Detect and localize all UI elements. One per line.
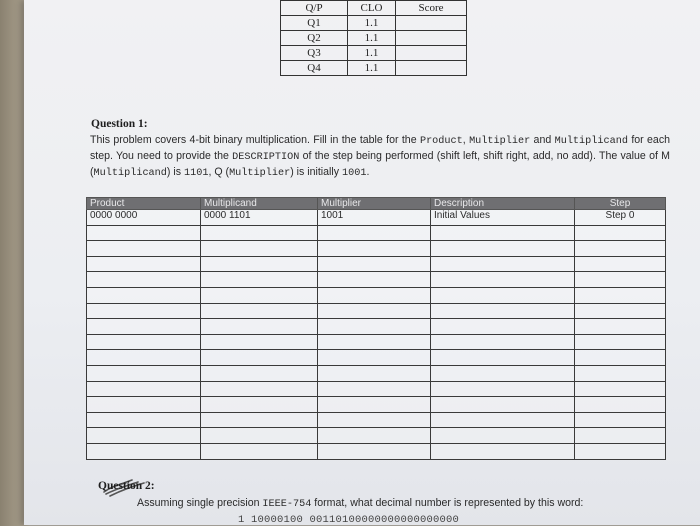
cell-multiplier[interactable] xyxy=(318,287,431,303)
score-header-score: Score xyxy=(396,1,467,16)
q1-text-part: for each step. You need to provide the xyxy=(90,134,671,162)
q1-text-part: This problem covers 4-bit binary multiplication. Fill in the table for the xyxy=(90,134,420,146)
q2-text-part: Assuming single precision xyxy=(137,497,263,509)
table-row xyxy=(87,210,666,226)
cell-description[interactable] xyxy=(431,428,575,444)
score-row xyxy=(281,61,467,76)
multiplication-table-header xyxy=(87,198,666,210)
cell-description[interactable] xyxy=(431,287,575,303)
cell-description[interactable] xyxy=(431,256,575,272)
table-row xyxy=(87,412,666,428)
q1-text-part: , xyxy=(462,134,470,146)
cell-multiplier[interactable] xyxy=(318,350,431,366)
question-2-title: Question 2: xyxy=(98,480,155,492)
cell-multiplier[interactable] xyxy=(318,428,431,444)
q1-code-q-value: 1001 xyxy=(342,168,367,179)
cell-multiplicand[interactable] xyxy=(201,365,318,381)
cell-multiplicand[interactable] xyxy=(201,256,318,272)
score-cell-q: Q1 xyxy=(281,16,348,31)
cell-multiplicand[interactable] xyxy=(201,319,318,335)
table-row xyxy=(87,397,666,413)
cell-description[interactable] xyxy=(431,303,575,319)
cell-description[interactable] xyxy=(431,350,575,366)
cell-multiplicand[interactable] xyxy=(201,350,318,366)
score-cell-clo: 1.1 xyxy=(348,61,396,76)
cell-product[interactable] xyxy=(87,287,201,303)
score-table-header xyxy=(281,1,467,16)
cell-description[interactable] xyxy=(431,381,575,397)
score-cell-score[interactable] xyxy=(396,31,467,46)
score-row xyxy=(281,46,467,61)
cell-product[interactable] xyxy=(87,241,201,257)
table-row xyxy=(87,319,666,335)
q1-text-part: and xyxy=(530,134,555,146)
score-row xyxy=(281,31,467,46)
cell-multiplier[interactable] xyxy=(318,241,431,257)
q2-code-format: IEEE-754 xyxy=(262,499,312,510)
q1-code-multiplicand: Multiplicand xyxy=(554,136,628,147)
cell-multiplicand[interactable]: 0000 1101 xyxy=(201,210,318,226)
score-cell-q: Q2 xyxy=(281,31,348,46)
multiplication-table xyxy=(86,197,666,460)
cell-product[interactable] xyxy=(87,381,201,397)
cell-step[interactable] xyxy=(575,241,666,257)
table-row xyxy=(87,241,666,257)
q1-code-description: DESCRIPTION xyxy=(232,152,300,163)
cell-multiplier[interactable] xyxy=(318,365,431,381)
cell-product[interactable] xyxy=(87,428,201,444)
cell-multiplicand[interactable] xyxy=(201,334,318,350)
cell-description[interactable] xyxy=(431,272,575,288)
cell-multiplicand[interactable] xyxy=(201,272,318,288)
q1-text-part: . xyxy=(366,166,370,178)
cell-description[interactable] xyxy=(431,443,575,459)
cell-multiplicand[interactable] xyxy=(201,287,318,303)
cell-step[interactable] xyxy=(575,287,666,303)
q2-text-part: format, what decimal number is represented by this word: xyxy=(311,497,584,509)
cell-multiplier[interactable] xyxy=(318,334,431,350)
cell-product[interactable] xyxy=(87,256,201,272)
cell-step[interactable]: Step 0 xyxy=(575,210,666,226)
cell-description[interactable] xyxy=(431,225,575,241)
score-cell-score[interactable] xyxy=(396,16,467,31)
cell-multiplicand[interactable] xyxy=(201,225,318,241)
score-cell-q: Q4 xyxy=(281,61,348,76)
table-row xyxy=(87,225,666,241)
cell-product[interactable] xyxy=(87,225,201,241)
q1-code-m-value: 1101 xyxy=(183,168,209,179)
cell-multiplier[interactable] xyxy=(318,272,431,288)
cell-multiplicand[interactable] xyxy=(201,412,318,428)
cell-description[interactable] xyxy=(431,319,575,335)
header-multiplicand: Multiplicand xyxy=(201,198,318,210)
cell-product[interactable] xyxy=(87,397,201,413)
cell-product[interactable] xyxy=(87,319,201,335)
cell-product[interactable] xyxy=(87,303,201,319)
table-row xyxy=(87,334,666,350)
cell-multiplier[interactable] xyxy=(318,225,431,241)
cell-multiplicand[interactable] xyxy=(201,303,318,319)
cell-step[interactable] xyxy=(575,397,666,413)
header-step: Step xyxy=(575,198,666,210)
q1-code-product: Product xyxy=(419,136,463,147)
table-row xyxy=(87,256,666,272)
cell-description[interactable] xyxy=(431,365,575,381)
table-row xyxy=(87,365,666,381)
cell-multiplier[interactable] xyxy=(318,256,431,272)
cell-step[interactable] xyxy=(575,319,666,335)
cell-multiplicand[interactable] xyxy=(201,241,318,257)
cell-multiplicand[interactable] xyxy=(201,381,318,397)
cell-product[interactable] xyxy=(87,365,201,381)
table-row xyxy=(87,443,666,459)
q1-code-multiplier: Multiplier xyxy=(469,136,531,147)
cell-step[interactable] xyxy=(575,381,666,397)
cell-product[interactable] xyxy=(87,272,201,288)
header-product: Product xyxy=(87,198,201,210)
score-table xyxy=(280,0,467,76)
cell-description[interactable] xyxy=(431,334,575,350)
score-cell-clo: 1.1 xyxy=(348,31,396,46)
cell-step[interactable] xyxy=(575,303,666,319)
cell-step[interactable] xyxy=(575,365,666,381)
cell-step[interactable] xyxy=(575,334,666,350)
header-description: Description xyxy=(431,198,575,210)
score-header-qp: Q/P xyxy=(281,1,348,16)
cell-step[interactable] xyxy=(575,412,666,428)
cell-multiplier[interactable]: 1001 xyxy=(318,210,431,226)
cell-step[interactable] xyxy=(575,428,666,444)
cell-product[interactable]: 0000 0000 xyxy=(87,210,201,226)
question-1-text xyxy=(90,133,670,181)
score-cell-score[interactable] xyxy=(396,46,467,61)
score-cell-clo: 1.1 xyxy=(348,16,396,31)
table-row xyxy=(87,350,666,366)
q1-code-multiplier-2: Multiplier xyxy=(229,168,291,179)
score-row xyxy=(281,16,467,31)
cell-multiplicand[interactable] xyxy=(201,428,318,444)
q1-text-part: ) is initially xyxy=(290,166,343,178)
cell-multiplier[interactable] xyxy=(318,381,431,397)
score-cell-q: Q3 xyxy=(281,46,348,61)
score-cell-score[interactable] xyxy=(396,61,467,76)
q1-text-part: of the step being performed (shift left, shift right, add, no add). The value of M ( xyxy=(90,150,671,178)
table-row xyxy=(87,428,666,444)
cell-description[interactable] xyxy=(431,397,575,413)
cell-multiplier[interactable] xyxy=(318,303,431,319)
cell-product[interactable] xyxy=(87,443,201,459)
cell-multiplicand[interactable] xyxy=(201,397,318,413)
table-row xyxy=(87,381,666,397)
cell-step[interactable] xyxy=(575,350,666,366)
table-row xyxy=(87,287,666,303)
cell-step[interactable] xyxy=(575,225,666,241)
score-header-clo: CLO xyxy=(348,1,396,16)
cell-step[interactable] xyxy=(575,272,666,288)
question-2-text xyxy=(137,497,583,510)
cell-description[interactable] xyxy=(431,241,575,257)
cell-product[interactable] xyxy=(87,334,201,350)
q1-text-part: ) is xyxy=(166,166,184,178)
cell-description[interactable] xyxy=(431,412,575,428)
cell-multiplier[interactable] xyxy=(318,319,431,335)
header-multiplier: Multiplier xyxy=(318,198,431,210)
score-cell-clo: 1.1 xyxy=(348,46,396,61)
cell-multiplicand[interactable] xyxy=(201,443,318,459)
question-1-title: Question 1: xyxy=(91,118,148,130)
q1-text-part: , Q ( xyxy=(208,166,230,178)
table-row xyxy=(87,303,666,319)
cell-multiplier[interactable] xyxy=(318,412,431,428)
cell-multiplier[interactable] xyxy=(318,397,431,413)
question-2-binary-word: 1 10000100 00110100000000000000000 xyxy=(238,514,460,526)
cell-step[interactable] xyxy=(575,256,666,272)
cell-description[interactable]: Initial Values xyxy=(431,210,575,226)
cell-product[interactable] xyxy=(87,350,201,366)
cell-product[interactable] xyxy=(87,412,201,428)
cell-multiplier[interactable] xyxy=(318,443,431,459)
q1-code-multiplicand-2: Multiplicand xyxy=(93,168,167,179)
table-row xyxy=(87,272,666,288)
cell-step[interactable] xyxy=(575,443,666,459)
